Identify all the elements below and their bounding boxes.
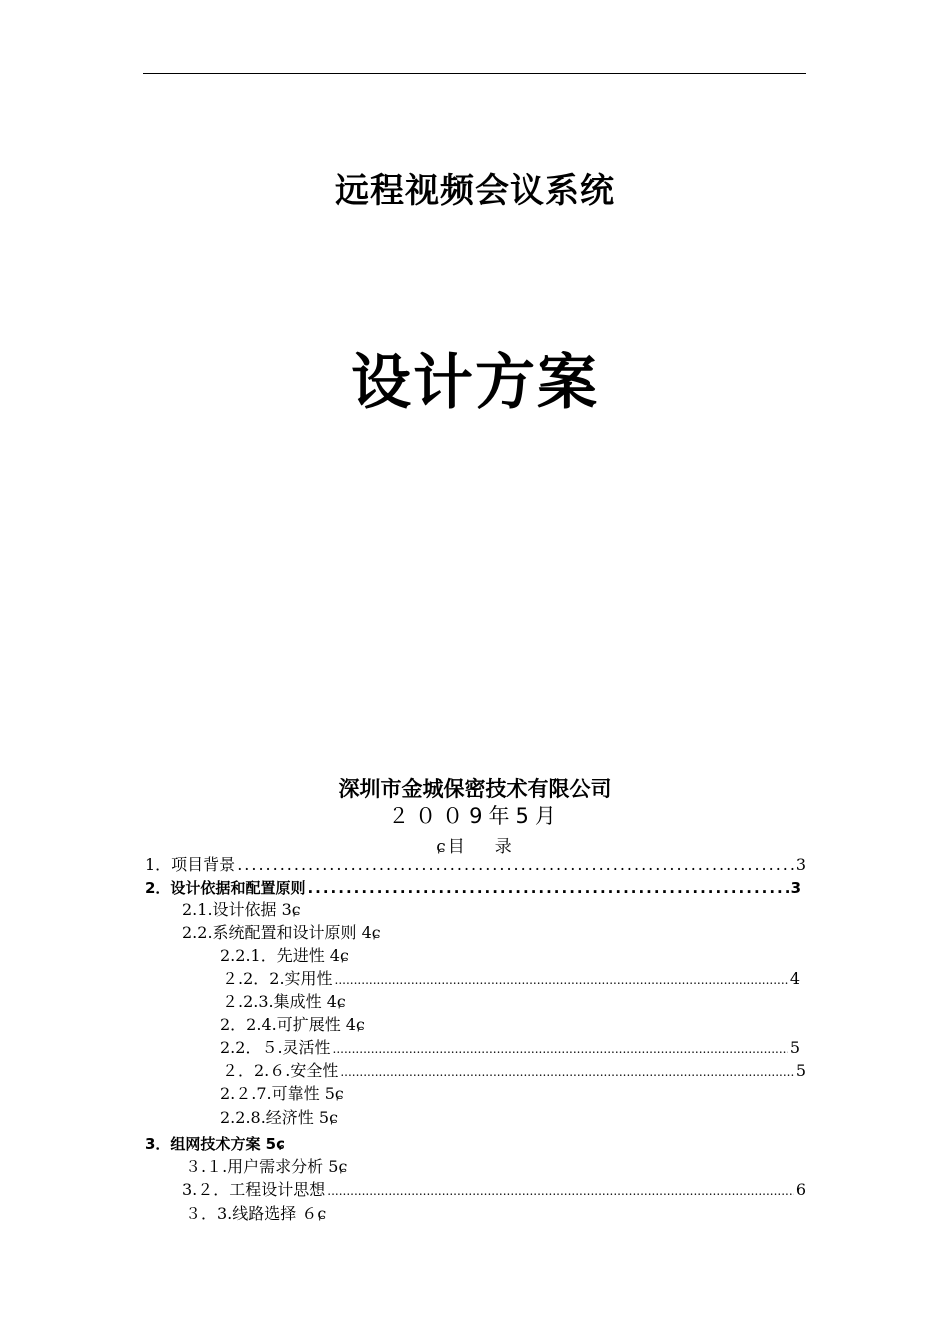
toc-entry-3[interactable] — [145, 1133, 285, 1155]
toc-entry-2-2-1[interactable] — [220, 945, 349, 967]
toc-entry-label: 1．项目背景 — [145, 855, 236, 874]
toc-entry-3-3[interactable] — [185, 1203, 326, 1225]
toc-entry-3-2[interactable] — [182, 1179, 806, 1201]
toc-entry-2-2[interactable] — [182, 922, 381, 944]
toc-entry-label: 3．组网技术方案 5ɕ — [145, 1135, 285, 1153]
toc-entry-2[interactable] — [145, 877, 801, 899]
toc-entry-label: 2.2.8.经济性 5ɕ — [220, 1108, 339, 1127]
toc-entry-label: 2.1.设计依据 3ɕ — [182, 900, 301, 919]
toc-leader — [237, 854, 794, 876]
toc-entry-label: ２.2.3.集成性 4ɕ — [222, 992, 346, 1011]
document-title: 远程视频会议系统 — [335, 171, 615, 211]
document-subtitle: 设计方案 — [351, 348, 599, 418]
toc-entry-page: 5 — [789, 1038, 800, 1057]
toc-entry-2-2-7[interactable] — [220, 1083, 344, 1105]
company-name: 深圳市金城保密技术有限公司 — [338, 777, 612, 801]
toc-entry-label: 2.２.7.可靠性 5ɕ — [220, 1084, 344, 1103]
toc-entry-page: 5 — [795, 1061, 806, 1080]
toc-entry-label: 2．设计依据和配置原则 — [145, 879, 306, 897]
toc-entry-3-1[interactable] — [185, 1156, 347, 1178]
document-date: ２００9年5月 — [388, 804, 562, 828]
toc-entry-label: ３.１.用户需求分析 5ɕ — [185, 1157, 348, 1176]
toc-entry-label: 2.2.系统配置和设计原则 4ɕ — [182, 923, 381, 942]
toc-entry-label: 2.2.1．先进性 4ɕ — [220, 946, 349, 965]
toc-entry-2-2-6[interactable] — [222, 1060, 806, 1082]
toc-entry-page: 3 — [790, 879, 801, 897]
toc-leader — [327, 1180, 794, 1201]
toc-entry-page: 4 — [789, 969, 800, 988]
toc-entry-label: 2．2.4.可扩展性 4ɕ — [220, 1015, 365, 1034]
toc-entry-label: ２.2．2.实用性 — [222, 969, 333, 988]
toc-entry-page: 3 — [795, 855, 806, 874]
toc-entry-label: 2.2．５.灵活性 — [220, 1038, 331, 1057]
toc-leader — [335, 969, 788, 990]
toc-entry-2-2-2[interactable] — [222, 968, 800, 990]
toc-entry-2-1[interactable] — [182, 899, 301, 921]
toc-entry-label: 3.２．工程设计思想 — [182, 1180, 326, 1199]
toc-entry-2-2-4[interactable] — [220, 1014, 365, 1036]
toc-entry-2-2-8[interactable] — [220, 1107, 338, 1129]
header-rule — [143, 73, 806, 74]
toc-entry-1[interactable] — [145, 854, 806, 876]
toc-entry-2-2-3[interactable] — [222, 991, 346, 1013]
toc-entry-2-2-5[interactable] — [220, 1037, 800, 1059]
toc-heading-left: ɕ目 — [436, 837, 467, 857]
toc-leader — [307, 877, 788, 899]
toc-entry-label: ３．3.线路选择 ６ɕ — [185, 1204, 327, 1223]
toc-leader — [340, 1061, 793, 1082]
toc-entry-label: ２．2.６.安全性 — [222, 1061, 339, 1080]
toc-heading-right: 录 — [494, 837, 514, 857]
toc-entry-page: 6 — [795, 1180, 806, 1199]
toc-leader — [333, 1038, 788, 1059]
